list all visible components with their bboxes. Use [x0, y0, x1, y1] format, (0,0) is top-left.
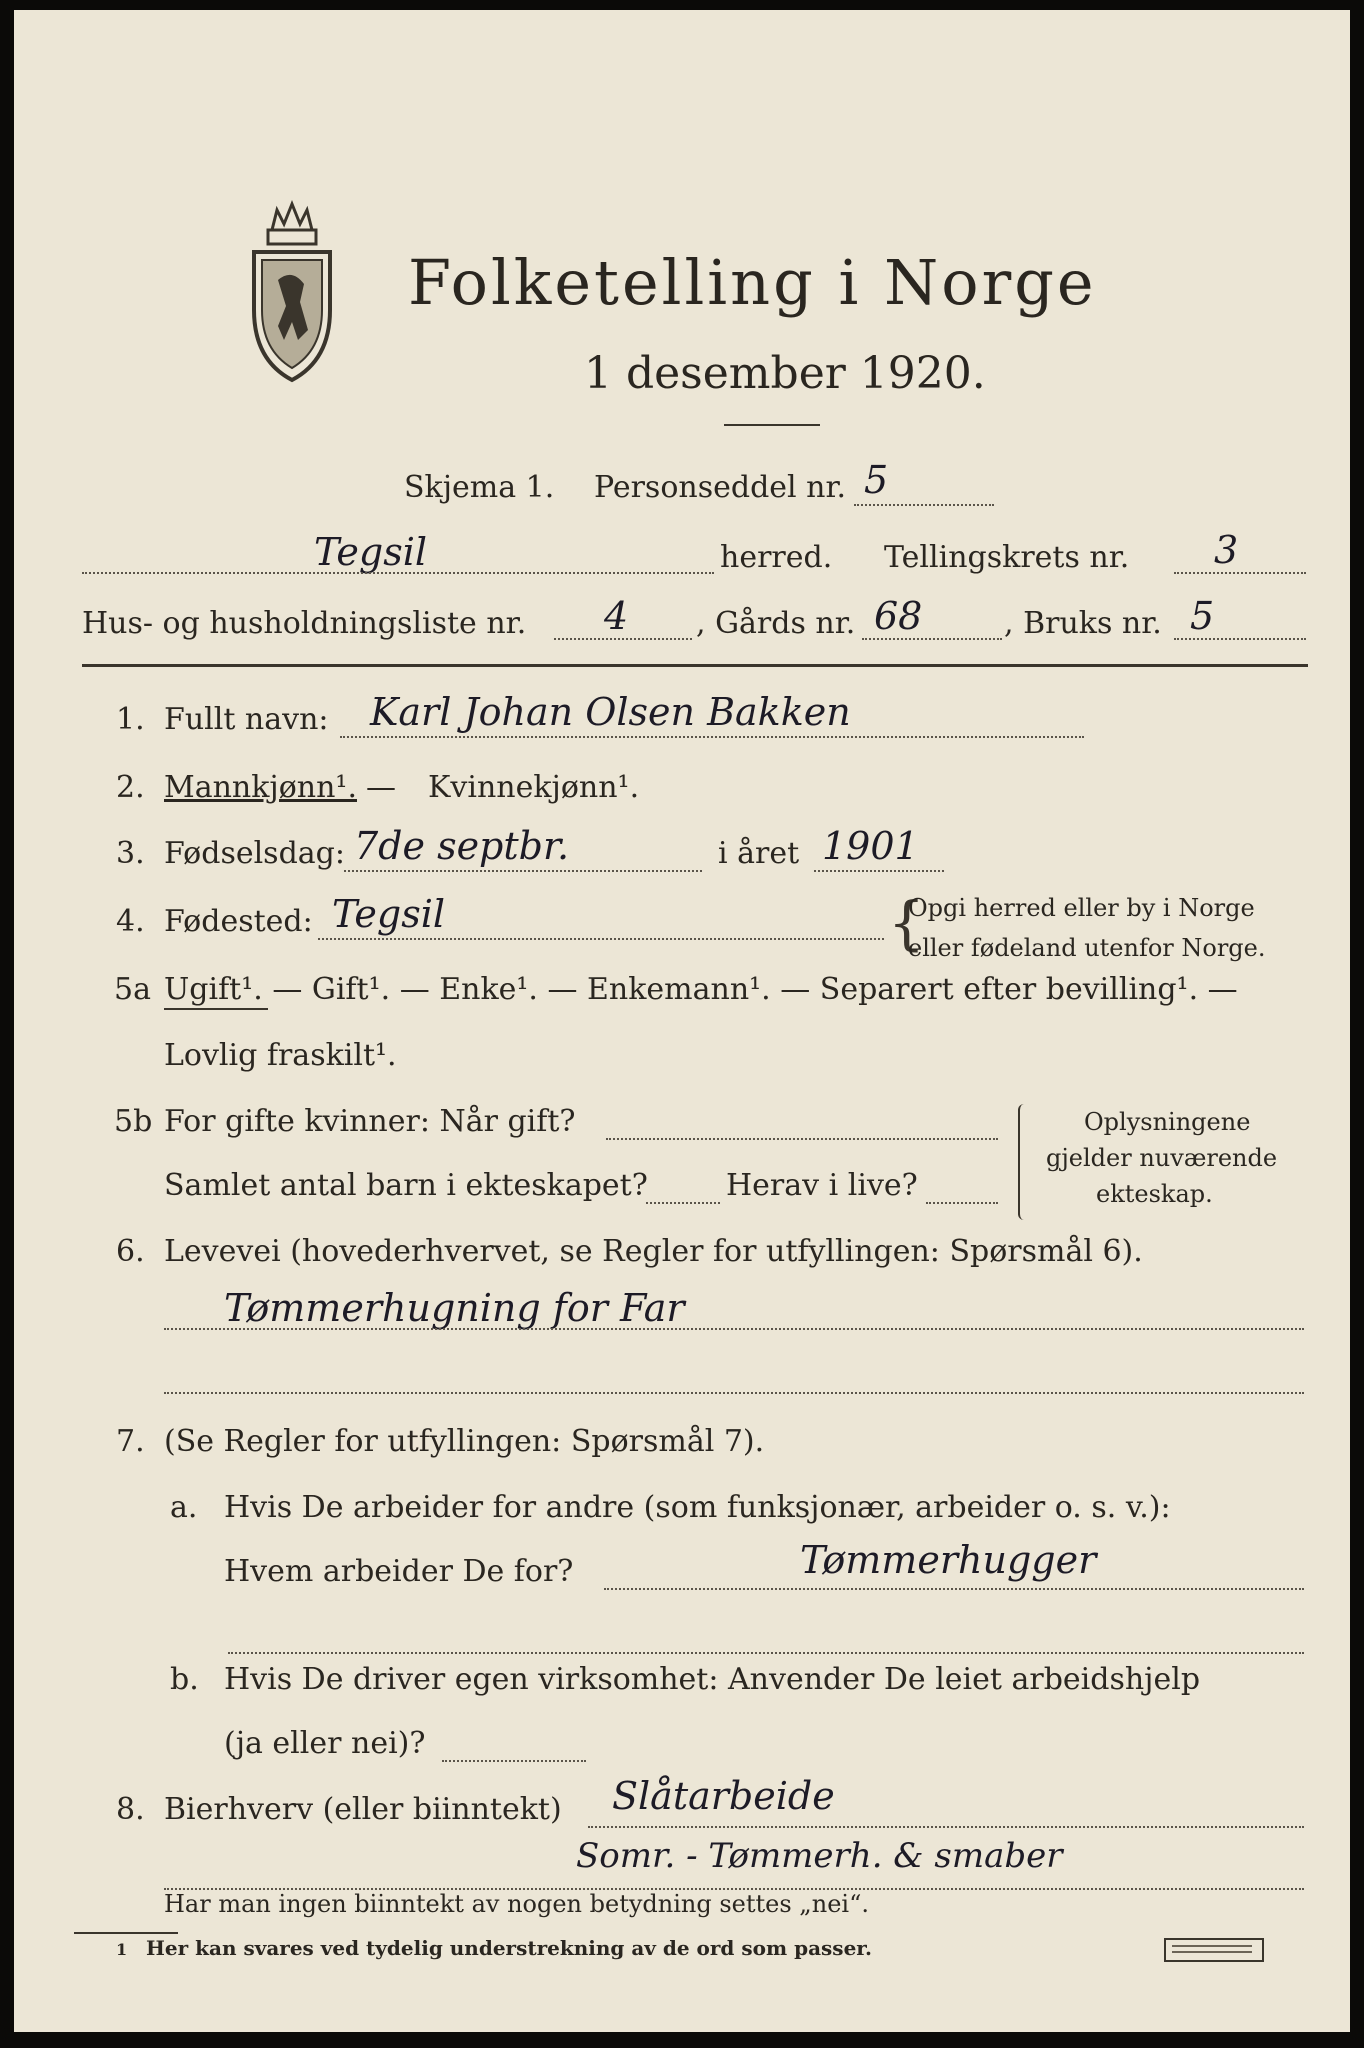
personseddel-value: 5	[864, 458, 889, 502]
q8-value-line1: Slåtarbeide	[612, 1774, 835, 1818]
title-divider	[724, 424, 820, 426]
q4-note-line1: Opgi herred eller by i Norge	[908, 894, 1255, 922]
bruks-value: 5	[1190, 594, 1215, 638]
skjema-label: Skjema 1.	[404, 470, 555, 505]
q5a-options: Ugift¹. — Gift¹. — Enke¹. — Enkemann¹. — Separert efter bevilling¹. —	[164, 972, 1238, 1007]
q5b-note-bracket	[1018, 1104, 1024, 1220]
q5b-note-line3: ekteskap.	[1096, 1180, 1213, 1208]
q4-note-brace: {	[888, 889, 925, 957]
gards-value: 68	[874, 594, 923, 638]
bruks-label: , Bruks nr.	[1004, 606, 1162, 641]
q5b-label-children: Samlet antal barn i ekteskapet?	[164, 1168, 648, 1203]
q5b-number: 5b	[114, 1104, 153, 1139]
q7-label: (Se Regler for utfyllingen: Spørsmål 7).	[164, 1424, 765, 1459]
q5a-options-line2: Lovlig fraskilt¹.	[164, 1038, 397, 1073]
q7b-letter: b.	[170, 1662, 199, 1697]
census-form	[14, 10, 1350, 2032]
q1-label: Fullt navn:	[164, 702, 329, 737]
personseddel-label: Personseddel nr.	[594, 470, 847, 505]
bottom-note: Har man ingen biinntekt av nogen betydning settes „nei“.	[164, 1890, 869, 1918]
q5a-ugift-underline	[164, 1008, 268, 1010]
herred-label: herred.	[720, 540, 833, 575]
q8-value-line2: Somr. - Tømmerh. & smaber	[576, 1836, 1063, 1876]
q4-label: Fødested:	[164, 904, 313, 939]
q2-female: Kvinnekjønn¹.	[428, 770, 640, 805]
footnote-text: Her kan svares ved tydelig understrekning av de ord som passer.	[146, 1936, 872, 1960]
footnote-mark: 1	[116, 1940, 128, 1959]
herred-value: Tegsil	[314, 530, 428, 574]
q4-note-line2: eller fødeland utenfor Norge.	[908, 934, 1266, 962]
q7a-line2: Hvem arbeider De for?	[224, 1554, 574, 1589]
q7a-letter: a.	[170, 1490, 198, 1525]
q6-number: 6.	[116, 1234, 145, 1269]
q5a-number: 5a	[114, 972, 151, 1007]
q3-value: 7de septbr.	[354, 824, 570, 868]
footnote-rule	[74, 1932, 178, 1934]
q3-year-label: i året	[718, 836, 800, 871]
q7a-line1: Hvis De arbeider for andre (som funksjonær, arbeider o. s. v.):	[224, 1490, 1171, 1525]
tellingskrets-label: Tellingskrets nr.	[884, 540, 1130, 575]
q4-number: 4.	[116, 904, 145, 939]
q5b-label-alive: Herav i live?	[726, 1168, 918, 1203]
q7b-line1: Hvis De driver egen virksomhet: Anvender De leiet arbeidshjelp	[224, 1662, 1201, 1697]
q6-value: Tømmerhugning for Far	[224, 1286, 685, 1330]
q2-separator: —	[366, 770, 396, 805]
q7a-value: Tømmerhugger	[800, 1538, 1097, 1582]
gards-label: , Gårds nr.	[696, 606, 856, 641]
q5b-note-line1: Oplysningene	[1084, 1108, 1251, 1136]
q6-label: Levevei (hovederhvervet, se Regler for utfyllingen: Spørsmål 6).	[164, 1234, 1143, 1269]
husliste-value: 4	[604, 594, 629, 638]
q8-number: 8.	[116, 1792, 145, 1827]
printer-stamp	[1164, 1938, 1264, 1962]
coat-of-arms-icon	[242, 190, 342, 390]
q7b-line2: (ja eller nei)?	[224, 1726, 426, 1761]
q7-number: 7.	[116, 1424, 145, 1459]
tellingskrets-value: 3	[1214, 528, 1239, 572]
form-date: 1 desember 1920.	[584, 348, 986, 399]
q3-year-value: 1901	[822, 824, 919, 868]
q3-number: 3.	[116, 836, 145, 871]
q2-male: Mannkjønn¹.	[164, 770, 357, 805]
q1-number: 1.	[116, 702, 145, 737]
q5b-note-line2: gjelder nuværende	[1046, 1144, 1278, 1172]
q5b-label-married: For gifte kvinner: Når gift?	[164, 1104, 576, 1139]
husliste-label: Hus- og husholdningsliste nr.	[82, 606, 527, 641]
q8-label: Bierhverv (eller biinntekt)	[164, 1792, 562, 1827]
q1-value: Karl Johan Olsen Bakken	[370, 690, 851, 734]
q3-label: Fødselsdag:	[164, 836, 345, 871]
q2-number: 2.	[116, 770, 145, 805]
header-rule	[82, 664, 1308, 667]
q4-value: Tegsil	[332, 892, 446, 936]
form-title: Folketelling i Norge	[408, 246, 1097, 319]
